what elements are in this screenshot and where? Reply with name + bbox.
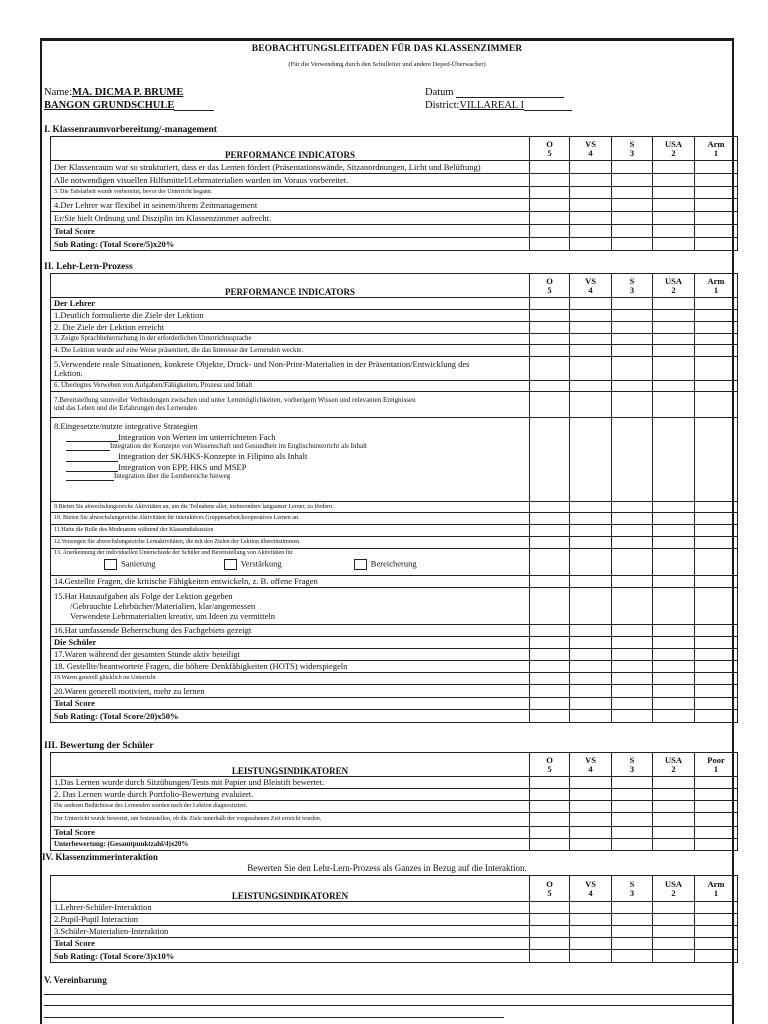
form-title: BEOBACHTUNGSLEITFADEN FÜR DAS KLASSENZIMMER [251,44,523,54]
s3-col-header: LEISTUNGSINDIKATOREN [51,753,530,777]
table-row: 3. Zeigte Sprachbeherrschung in der erforderlichen Unterrichtssprache [51,334,738,345]
observation-form-page [40,38,734,1024]
agreement-line [44,1005,732,1006]
table-row: Der Klassenraum war so strukturiert, dass er das Lernen fördert (Präsentationswände, Sitzanordnungen, Licht und Belüftung) [51,161,738,174]
agreement-line [44,1017,504,1018]
table-row: Die anderen Bedürfnisse des Lernenden wurden nach der Lektion diagnostiziert. [51,801,738,813]
district-field [425,100,572,111]
sanierung-checkbox[interactable] [104,559,117,570]
section-1-table [50,136,738,251]
subrating-row: Sub Rating: (Total Score/5)x20% [51,238,738,251]
subrating-row: Sub Rating: (Total Score/20)x50% [51,710,738,723]
table-row: 7.Bereitstellung sinnvoller Verbindungen zwischen und unter Lernmöglichkeiten, vorherigem Wissen und relevanten Ereignissen und das Leben und die Erfahrungen des Lernenden [51,392,738,418]
agreement-line [44,994,732,995]
table-row: 2.Pupil-Pupil Interaction [51,914,738,926]
section-4-table: LEISTUNGSINDIKATOREN O 5 VS 4 S 3 USA 2 Arm 1 1.Lehrer-Schüler-Interaktion 2.Pupil-Pupil Interaction 3.Schüler-Materialien-Interaktion Total Score Sub Rating: (Total Score/3)x10% [50,875,738,963]
table-row: 19.Waren generell glücklich im Unterricht [51,673,738,685]
section-5-heading: V. Vereinbarung [44,975,107,985]
table-row: 2. Die Ziele der Lektion erreicht [51,322,738,334]
table-row: 14.Gestellte Fragen, die kritische Fähigkeiten entwickeln, z. B. offene Fragen [51,576,738,588]
name-field [44,87,183,98]
table-row: 6. Überlegtes Verweben von Aufgaben/Fähigkeiten, Prozess und Inhalt [51,381,738,392]
table-row: 10. Bieten Sie abwechslungsreiche Aktivitäten für interaktives Gruppenarbeit/kooperatives Lernen an. [51,513,738,525]
table-row: 8.Eingesetzte/nutzte integrative Strategien Integration von Werten im unterrichteten Fach Integration der Konzepte von Wissenschaft und Gesundheit im Englischunterricht als Inhalt Integration der SK/HKS-Konzepte in Filipino als Inhalt Integration von EPP, HKS und MSEP Integration über die Lernbereiche hinweg [51,418,738,502]
bereicherung-checkbox[interactable] [354,559,367,570]
section-3-heading: III. Bewertung der Schüler [44,741,154,751]
table-row: 15.Hat Hausaufgaben als Folge der Lektion gegeben /Gebrauchte Lehrbücher/Materialien, klar/angemessen Verwendete Lehrmaterialien kreativ, um Ideen zu vermitteln [51,588,738,625]
table-row: Alle notwendigen visuellen Hilfsmittel/Lehrmaterialien wurden im Voraus vorbereitet. [51,174,738,187]
table-row: 4.Der Lehrer war flexibel in seinem/ihrem Zeitmanagement [51,199,738,212]
total-row: Total Score [51,827,738,839]
school-field [44,100,214,111]
table-row: 13. Anerkennung der individuellen Unterschiede der Schüler und Bereitstellung von Aktivitäten für Sanierung Verstärkung Bereicherung [51,549,738,576]
table-row: 2. Das Lernen wurde durch Portfolio-Bewertung evaluiert. [51,789,738,801]
name-value: MA. DICMA P. BRUME [72,87,184,98]
s2-col-header: PERFORMANCE INDICATORS [51,274,530,298]
date-blank [456,97,564,98]
total-row: Total Score [51,938,738,950]
verstarkung-checkbox[interactable] [224,559,237,570]
rating-col-o: O 5 [530,137,570,161]
district-value: VILLAREAL I [459,100,525,111]
subrating-row: Unterbewertung: (Gesamtpunktzahl/4)x20% [51,839,738,851]
table-row: 9.Bieten Sie abwechslungsreiche Aktivitäten an, um die Teilnahme aller, insbesondere langsamer Lerner, zu fördern. [51,502,738,513]
section-2-heading: II. Lehr-Lern-Prozess [44,262,133,272]
table-row: 20.Waren generell motiviert, mehr zu lernen [51,685,738,698]
table-row: 3.Schüler-Materialien-Interaktion [51,926,738,938]
rating-col-usa: USA 2 [653,137,695,161]
table-row: 17.Waren während der gesamten Stunde aktiv beteiligt [51,649,738,661]
total-row: Total Score [51,225,738,238]
table-row: 1.Das Lernen wurde durch Sitzübungen/Tests mit Papier und Bleistift bewertet. [51,777,738,789]
table-row: 18. Gestellte/beantwortete Fragen, die höhere Denkfähigkeiten (HOTS) widerspiegeln [51,661,738,673]
subrating-row: Sub Rating: (Total Score/3)x10% [51,950,738,963]
rating-col-arm: Arm 1 [695,137,738,161]
table-row: 5.Verwendete reale Situationen, konkrete Objekte, Druck- und Non-Print-Materialien in der Präsentation/Entwicklung des Lektion. [51,357,738,381]
rating-col-s: S 3 [612,137,653,161]
s1-col-header: PERFORMANCE INDICATORS [51,137,530,161]
district-label: District: [425,100,460,111]
rating-col-vs: VS 4 [570,137,612,161]
table-row: 12.Versorgen Sie abwechslungsreiche Lernaktivitäten, die mit den Zielen der Lektion übereinstimmen. [51,537,738,549]
table-row: Der Lehrer [51,298,738,310]
total-row: Total Score [51,698,738,710]
table-row: Der Unterricht wurde bewertet, um festzustellen, ob die Ziele innerhalb der vorgesehenen Zeit erreicht wurden. [51,813,738,827]
date-field [425,87,564,98]
table-row: 16.Hat umfassende Beherrschung des Fachgebiets gezeigt [51,625,738,637]
table-row: 1.Lehrer-Schüler-Interaktion [51,902,738,914]
table-row: 3. Die Tafelarbeit wurde vorbereitet, bevor der Unterricht begann. [51,187,738,199]
section-2-table: PERFORMANCE INDICATORS O 5 VS 4 S 3 USA 2 Arm 1 Der Lehrer 1.Deutlich formulierte die Ziele der Lektion 2. Die Ziele der Lektion erreicht 3. Zeigte Sprachbeherrschung in der erforderlichen Unterrichtssprache 4. Die Lektion wurde auf eine Weise präsentiert, die das Interesse der Lernenden weckte. 5.Verwendete reale Situationen, konkrete Objekte, Druck- und Non-Print-Materialien in der Präsentation/Entwicklung des Lektion. 6. Überlegtes Verweben von Aufgaben/Fähigkeiten, Prozess und Inhalt 7.Bereitstellung sinnvoller Verbindungen zwischen und unter Lernmöglichkeiten, vorherigem Wissen und relevanten Ereignissen und das Leben und die Erfahrungen des Lernenden 8.Eingesetzte/nutzte integrative Strategien Integration von Werten im unterrichteten Fach Integration der Konzepte von Wissenschaft und Gesundheit im Englischunterricht als Inhalt Integration der SK/HKS-Konzepte in Filipino als Inhalt Integration von EPP, HKS und MSEP Integration über die Lernbereiche hinweg 9.Bieten Sie abwechslungsreiche Aktivitäten an, um die Teilnahme aller, insbesondere langsamer Lerner, zu fördern. 10. Bieten Sie abwechslungsreiche Aktivitäten für interaktives Gruppenarbeit/kooperatives Lernen an. 11.Hatte die Rolle des Moderators während der Klassendiskussion 12.Versorgen Sie abwechslungsreiche Lernaktivitäten, die mit den Zielen der Lektion übereinstimmen. 13. Anerkennung der individuellen Unterschiede der Schüler und Bereitstellung von Aktivitäten für Sanierung Verstärkung Bereicherung 14.Gestellte Fragen, die kritische Fähigkeiten entwickeln, z. B. offene Fragen 15.Hat Hausaufgaben als Folge der Lektion gegeben /Gebrauchte Lehrbücher/Materialien, klar/angemessen Verwendete Lehrmaterialien kreativ, um Ideen zu vermitteln 16.Hat umfassende Beherrschung des Fachgebiets gezeigt Die Schüler 17.Waren während der gesamten Stunde aktiv beteiligt 18. Gestellte/beantwortete Fragen, die höhere Denkfähigkeiten (HOTS) widerspiegeln 19.Waren generell glücklich im Unterricht 20.Waren generell motiviert, mehr zu lernen Total Score Sub Rating: (Total Score/20)x50% [50,273,738,723]
school-name: BANGON GRUNDSCHULE [44,100,175,111]
rating-col-poor: Poor 1 [695,753,738,777]
table-row: 11.Hatte die Rolle des Moderators während der Klassendiskussion [51,525,738,537]
section-4-note: Bewerten Sie den Lehr-Lern-Prozess als Ganzes in Bezug auf die Interaktion. [247,863,527,873]
table-row: 1.Deutlich formulierte die Ziele der Lektion [51,310,738,322]
name-label: Name: [44,87,72,98]
section-1-heading: I. Klassenraumvorbereitung/-management [44,125,217,135]
date-label: Datum [425,87,454,98]
table-row: Die Schüler [51,637,738,649]
section-4-heading: IV. Klassenzimmerinteraktion [42,852,158,862]
s4-col-header: LEISTUNGSINDIKATOREN [51,876,530,902]
table-row: Er/Sie hielt Ordnung und Disziplin im Klassenzimmer aufrecht. [51,212,738,225]
section-3-table: LEISTUNGSINDIKATOREN O 5 VS 4 S 3 USA 2 Poor 1 1.Das Lernen wurde durch Sitzübungen/Tests mit Papier und Bleistift bewertet. 2. Das Lernen wurde durch Portfolio-Bewertung evaluiert. Die anderen Bedürfnisse des Lernenden wurden nach der Lektion diagnostiziert. Der Unterricht wurde bewertet, um festzustellen, ob die Ziele innerhalb der vorgesehenen Zeit erreicht wurden. Total Score Unterbewertung: (Gesamtpunktzahl/4)x20% [50,752,738,851]
form-subtitle: (Für die Verwendung durch den Schulleiter und andere Deped-Überwacher) [288,61,486,68]
table-row: 4. Die Lektion wurde auf eine Weise präsentiert, die das Interesse der Lernenden weckte. [51,345,738,357]
